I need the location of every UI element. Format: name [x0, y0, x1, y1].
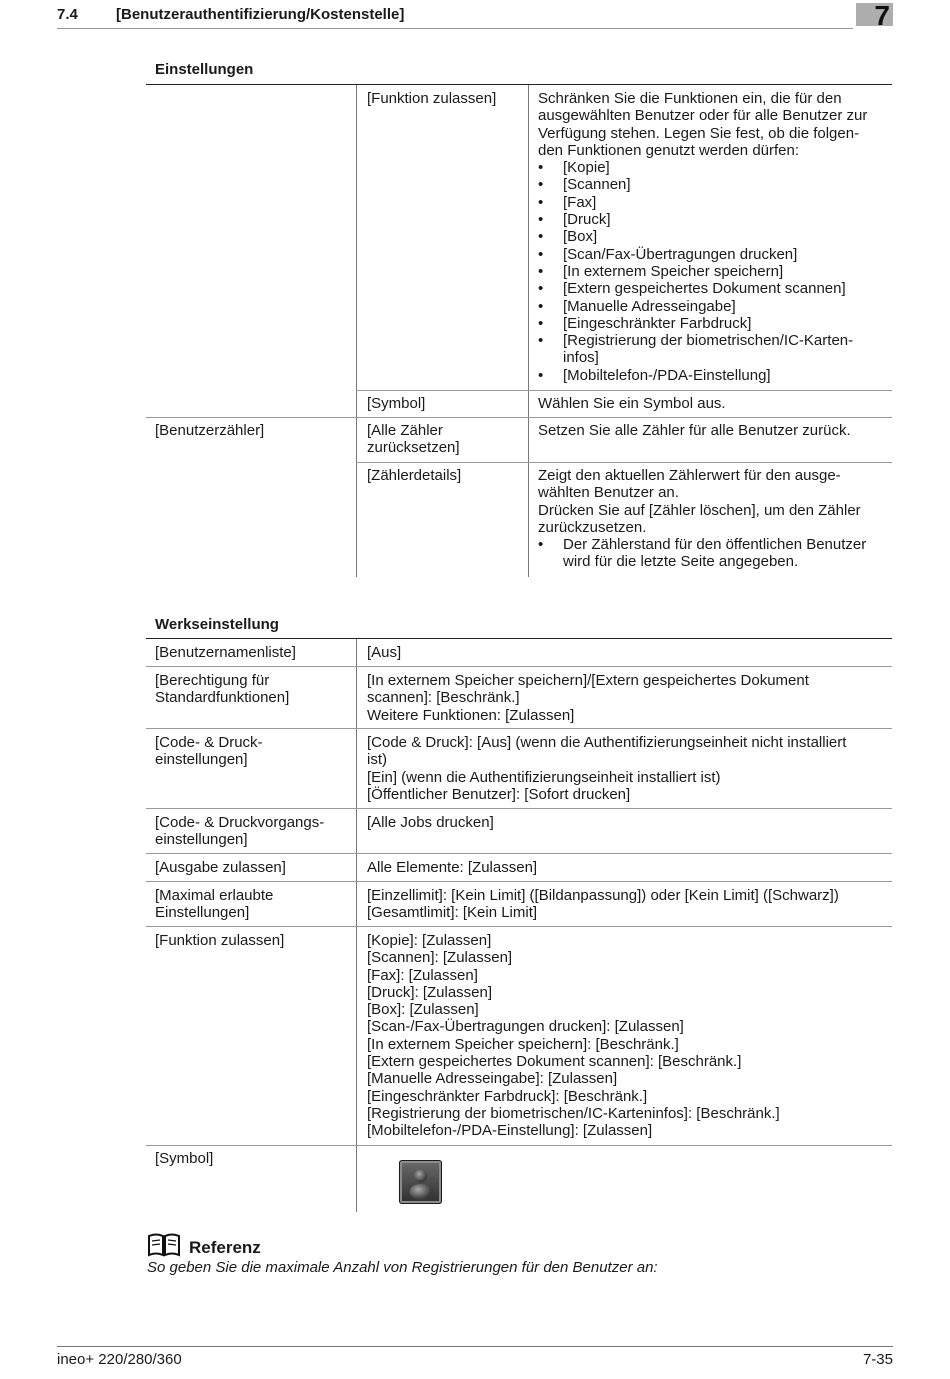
footer-product: ineo+ 220/280/360 [57, 1351, 182, 1368]
factory-value: Alle Elemente: [Zulassen] [367, 859, 538, 876]
row-divider [146, 728, 892, 729]
row-divider [146, 1145, 892, 1146]
setting-zaehlerdetails: [Zählerdetails] [367, 467, 462, 484]
setting-description: Setzen Sie alle Zähler für alle Benutzer zurück. [538, 422, 851, 439]
row-divider [356, 390, 892, 391]
list-item: • [Scan/Fax-Übertragungen drucken] [538, 246, 867, 263]
setting-symbol: [Symbol] [367, 395, 426, 412]
factory-value: [Code & Druck]: [Aus] (wenn die Authentifizierungseinheit nicht installiert ist) [Ein] (wenn die Authentifizierungseinheit installiert ist) [Öffentlicher Benutzer]: [Sofort drucken] [367, 734, 847, 803]
einstellungen-title: Einstellungen [155, 61, 254, 78]
setting-description: Schränken Sie die Funktionen ein, die für den ausgewählten Benutzer oder für alle Benutzer zur Verfügung stehen. Legen Sie fest, ob die folgen- den Funktionen genutzt werden dürfen: • [Kopie] • [Scannen] • [Fax] • [Druck] • [Box] • [Scan/Fax-Übertragungen drucken] • [In externem Speicher speichern] • [Extern gespeichertes Dokument scannen] • [Manuelle Adresseingabe] • [Eingeschränkter Farbdruck] • [Registrierung der biometrischen/IC-Karten- infos] • [Mobiltelefon-/PDA-Einstellung] [538, 90, 867, 384]
list-item: • [Extern gespeichertes Dokument scannen] [538, 280, 867, 297]
column-divider [356, 85, 357, 577]
setting-benutzerzaehler: [Benutzerzähler] [155, 422, 265, 439]
referenz-title: Referenz [189, 1238, 261, 1257]
factory-value: [In externem Speicher speichern]/[Extern gespeichertes Dokument scannen]: [Beschränk.] Weitere Funktionen: [Zulassen] [367, 672, 809, 724]
row-divider [146, 881, 892, 882]
row-divider [356, 462, 892, 463]
chapter-number: 7 [874, 0, 890, 31]
list-item: • [Registrierung der biometrischen/IC-Karten- infos] [538, 332, 867, 367]
row-divider [146, 853, 892, 854]
chapter-tab [856, 0, 893, 31]
factory-key: [Berechtigung für Standardfunktionen] [155, 672, 290, 707]
row-divider [146, 666, 892, 667]
header-divider [57, 28, 853, 29]
row-divider [146, 417, 892, 418]
list-item: • [Fax] [538, 194, 867, 211]
factory-value: [Einzellimit]: [Kein Limit] ([Bildanpassung]) oder [Kein Limit] ([Schwarz]) [Gesamtlimit]: [Kein Limit] [367, 887, 839, 922]
factory-value: [Alle Jobs drucken] [367, 814, 494, 831]
section-number: 7.4 [57, 6, 78, 23]
table-top-rule [146, 638, 892, 639]
list-item: • [Druck] [538, 211, 867, 228]
factory-key: [Ausgabe zulassen] [155, 859, 286, 876]
function-list [538, 159, 867, 384]
list-item: • Der Zählerstand für den öffentlichen Benutzer wird für die letzte Seite angegeben. [538, 536, 866, 571]
table-top-rule [146, 84, 892, 85]
setting-description: Wählen Sie ein Symbol aus. [538, 395, 726, 412]
factory-key: [Funktion zulassen] [155, 932, 285, 949]
list-item: • [Box] [538, 228, 867, 245]
factory-key: [Maximal erlaubte Einstellungen] [155, 887, 274, 922]
factory-value: [Aus] [367, 644, 402, 661]
setting-description: Zeigt den aktuellen Zählerwert für den ausge- wählten Benutzer an. Drücken Sie auf [Zähler löschen], um den Zähler zurückzusetzen. • Der Zählerstand für den öffentlichen Benutzer wird für die letzte Seite angegeben. [538, 467, 866, 571]
footer-divider [57, 1346, 893, 1347]
referenz-text: So geben Sie die maximale Anzahl von Registrierungen für den Benutzer an: [147, 1259, 658, 1276]
factory-key: [Code- & Druckvorgangs- einstellungen] [155, 814, 325, 849]
book-reference-icon [147, 1232, 181, 1258]
list-item: • [Mobiltelefon-/PDA-Einstellung] [538, 367, 867, 384]
werkseinstellung-title: Werkseinstellung [155, 616, 279, 633]
row-divider [146, 808, 892, 809]
user-symbol-icon [399, 1160, 442, 1204]
column-divider [528, 85, 529, 577]
list-item: • [Scannen] [538, 176, 867, 193]
list-item: • [Manuelle Adresseingabe] [538, 298, 867, 315]
setting-funktion-zulassen: [Funktion zulassen] [367, 90, 497, 107]
setting-alle-zaehler: [Alle Zähler zurücksetzen] [367, 422, 460, 457]
note-list [538, 536, 866, 571]
factory-key: [Code- & Druck- einstellungen] [155, 734, 263, 769]
footer-page-number: 7-35 [862, 1351, 893, 1368]
factory-key: [Symbol] [155, 1150, 214, 1167]
list-item: • [Kopie] [538, 159, 867, 176]
factory-value: [Kopie]: [Zulassen] [Scannen]: [Zulassen] [Fax]: [Zulassen] [Druck]: [Zulassen] [Box]: [Zulassen] [Scan-/Fax-Übertragungen drucken]: [Zulassen] [In externem Speicher speichern]: [Beschränk.] [Extern gespeichertes Dokument scannen]: [Beschränk.] [Manuelle Adresseingabe]: [Zulassen] [Eingeschränkter Farbdruck]: [Beschränk.] [Registrierung der biometrischen/IC-Karteninfos]: [Beschränk.] [Mobiltelefon-/PDA-Einstellung]: [Zulassen] [367, 932, 780, 1140]
list-item: • [Eingeschränkter Farbdruck] [538, 315, 867, 332]
list-item: • [In externem Speicher speichern] [538, 263, 867, 280]
factory-key: [Benutzernamenliste] [155, 644, 296, 661]
page-header [57, 4, 893, 30]
section-title: [Benutzerauthentifizierung/Kostenstelle] [116, 6, 405, 23]
row-divider [146, 926, 892, 927]
